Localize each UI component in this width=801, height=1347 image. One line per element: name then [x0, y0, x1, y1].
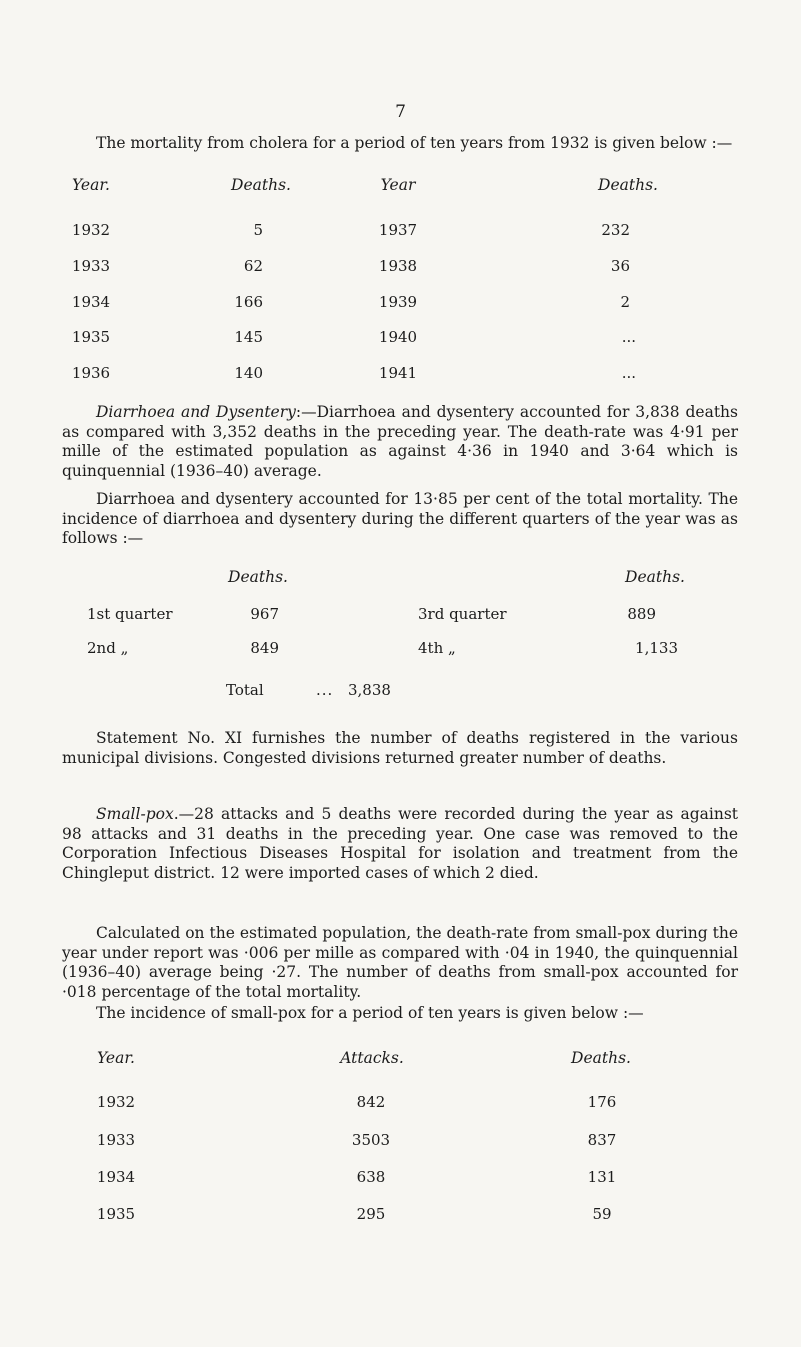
total-value: 3,838: [348, 681, 391, 699]
cell-year: 1940: [378, 328, 418, 346]
cell-deaths: 36: [610, 257, 630, 275]
table-row: [0, 293, 801, 315]
table-row: [0, 221, 801, 243]
table-row: [0, 1205, 801, 1227]
smallpox-intro-paragraph: The incidence of small-pox for a period of ten years is given below :—: [96, 1004, 644, 1022]
diarrhoea-paragraph-text: :—Diarrhoea and dysentery accounted for 3,838 deaths as compared with 3,352 deaths in the preceding year. The death-rate was 4·91 per mille of the estimated population as against 4·36 in 1940 and 3·64 which is quinquennial (1936–40) average.: [62, 403, 738, 480]
smallpox-paragraph: [62, 805, 738, 883]
cell-deaths: 1,133: [635, 639, 678, 657]
diarrhoea-heading: Diarrhoea and Dysentery: [96, 403, 296, 421]
col-header-deaths-2: Deaths.: [598, 176, 658, 194]
cell-deaths: 131: [587, 1168, 617, 1186]
page-number: 7: [395, 102, 406, 122]
cell-deaths: 140: [234, 364, 263, 382]
cell-year: 1932: [71, 221, 111, 239]
cell-deaths: 232: [601, 221, 630, 239]
cell-year: 1937: [378, 221, 418, 239]
quarters-table-header: [0, 568, 801, 590]
cell-deaths: 967: [250, 605, 279, 623]
cell-attacks: 842: [356, 1093, 386, 1111]
diarrhoea-paragraph: [62, 403, 738, 481]
cell-year: 1934: [71, 293, 111, 311]
table-row: [0, 1131, 801, 1153]
col-header-deaths: Deaths.: [571, 1049, 631, 1067]
col-header-year-2: Year: [380, 176, 416, 194]
cell-deaths: 62: [243, 257, 263, 275]
table-row: [0, 1093, 801, 1115]
table-row: [0, 605, 801, 627]
cell-quarter: 3rd quarter: [418, 605, 507, 623]
cell-year: 1935: [71, 328, 111, 346]
cell-year: 1932: [96, 1093, 136, 1111]
cell-year: 1933: [71, 257, 111, 275]
cell-deaths: 849: [250, 639, 279, 657]
smallpox-paragraph-text: .—28 attacks and 5 deaths were recorded during the year as against 98 attacks and 31 deaths in the preceding year. One case was removed to the Corporation Infectious Diseases Hospital for isolation and treatment from the Chingleput district. 12 were imported cases of which 2 died.: [62, 805, 738, 882]
smallpox-heading: Small-pox: [96, 805, 174, 823]
table-row: [0, 257, 801, 279]
cell-deaths: 5: [253, 221, 263, 239]
col-header-deaths-1: Deaths.: [228, 568, 288, 586]
cholera-intro: The mortality from cholera for a period of ten years from 1932 is given below :—: [96, 134, 733, 152]
diarrhoea-quarters-paragraph: Diarrhoea and dysentery accounted for 13·85 per cent of the total mortality. The incidence of diarrhoea and dysentery during the different quarters of the year was as follows :—: [62, 490, 738, 547]
total-leader: ...: [316, 681, 334, 699]
cell-deaths: 176: [587, 1093, 617, 1111]
cell-deaths: 2: [620, 293, 630, 311]
cell-deaths: 145: [234, 328, 263, 346]
total-label: Total: [226, 681, 264, 699]
cell-deaths: 889: [627, 605, 656, 623]
col-header-year-1: Year.: [72, 176, 110, 194]
cell-deaths: 837: [587, 1131, 617, 1149]
col-header-deaths-1: Deaths.: [231, 176, 291, 194]
col-header-year: Year.: [97, 1049, 135, 1067]
quarters-total-row: [0, 681, 801, 703]
table-row: [0, 364, 801, 386]
table-row: [0, 1168, 801, 1190]
table-row: [0, 639, 801, 661]
col-header-deaths-2: Deaths.: [625, 568, 685, 586]
cell-year: 1933: [96, 1131, 136, 1149]
cell-attacks: 638: [356, 1168, 386, 1186]
cell-deaths: 166: [234, 293, 263, 311]
smallpox-table-header: [0, 1049, 801, 1071]
cell-deaths: ...: [621, 364, 636, 382]
cell-year: 1934: [96, 1168, 136, 1186]
cholera-table-header: [0, 176, 801, 198]
cell-attacks: 3503: [351, 1131, 391, 1149]
cell-year: 1939: [378, 293, 418, 311]
cell-quarter: 4th „: [418, 639, 456, 657]
cell-year: 1941: [378, 364, 418, 382]
cell-year: 1938: [378, 257, 418, 275]
cell-attacks: 295: [356, 1205, 386, 1223]
cell-year: 1936: [71, 364, 111, 382]
statement-paragraph: Statement No. XI furnishes the number of deaths registered in the various municipal divisions. Congested divisions returned greater number of deaths.: [62, 729, 738, 767]
table-row: [0, 328, 801, 350]
cell-deaths: 59: [592, 1205, 612, 1223]
cell-quarter: 2nd „: [87, 639, 129, 657]
cell-deaths: ...: [621, 328, 636, 346]
cell-year: 1935: [96, 1205, 136, 1223]
cell-quarter: 1st quarter: [87, 605, 173, 623]
col-header-attacks: Attacks.: [340, 1049, 404, 1067]
smallpox-deathrate-paragraph: Calculated on the estimated population, the death-rate from small-pox during the year under report was ·006 per mille as compared with ·04 in 1940, the quinquennial (1936–40) average being ·27. The number of deaths from small-pox accounted for ·018 percentage of the total mortality.: [62, 924, 738, 1001]
